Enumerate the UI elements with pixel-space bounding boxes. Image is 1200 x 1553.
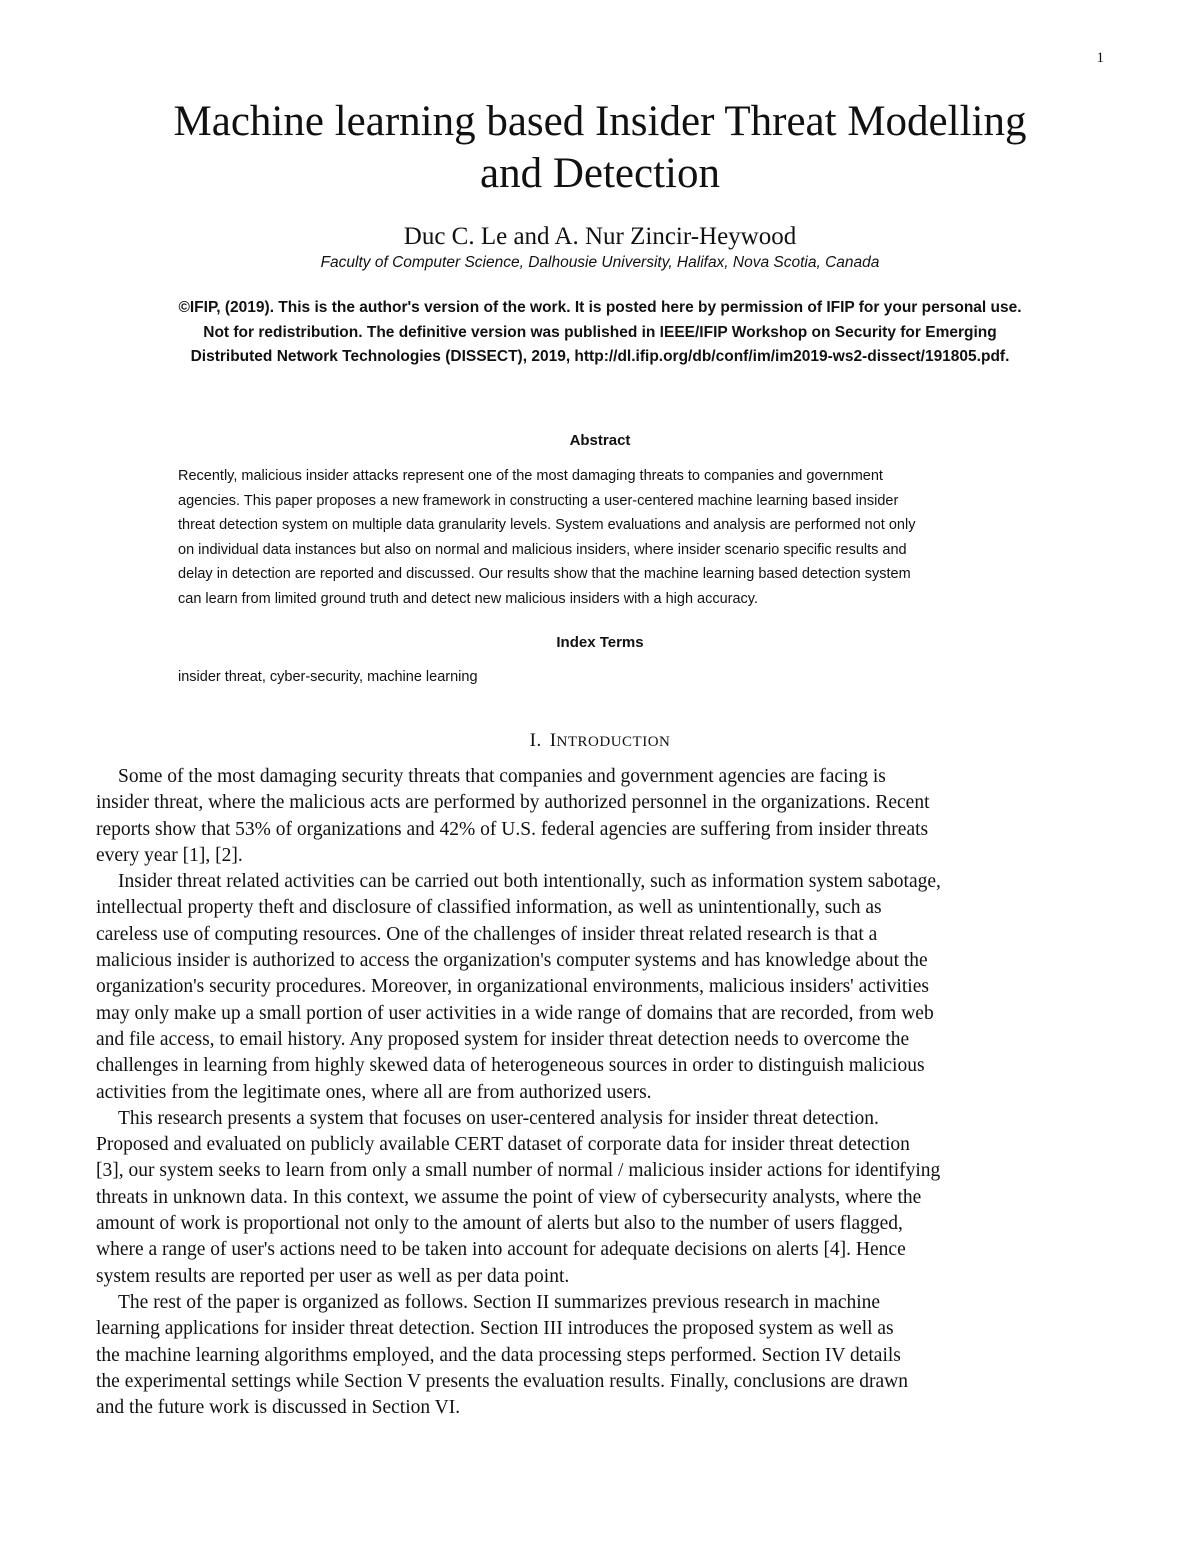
body-line: the machine learning algorithms employed, and the data processing steps performed. Section IV details <box>96 1344 901 1366</box>
body-line: may only make up a small portion of user activities in a wide range of domains that are recorded, from web <box>96 1002 934 1024</box>
authors: Duc C. Le and A. Nur Zincir-Heywood <box>403 223 797 250</box>
body-line: and the future work is discussed in Section VI. <box>96 1397 461 1419</box>
abstract-line: can learn from limited ground truth and detect new malicious insiders with a high accuracy. <box>178 590 759 607</box>
copyright-notice <box>100 296 1100 370</box>
section-title-initial: I <box>549 730 557 751</box>
body-line: the experimental settings while Section V presents the evaluation results. Finally, conclusions are drawn <box>96 1370 908 1392</box>
body-line: where a range of user's actions need to be taken into account for adequate decisions on alerts [4]. Hence <box>96 1239 906 1261</box>
body-line: reports show that 53% of organizations and 42% of U.S. federal agencies are suffering from insider threats <box>96 818 929 840</box>
body-line: system results are reported per user as well as per data point. <box>96 1265 570 1287</box>
index-terms: insider threat, cyber-security, machine learning <box>178 669 478 685</box>
paper-title <box>0 96 1200 200</box>
title-line: Machine learning based Insider Threat Modelling <box>173 98 1027 145</box>
section-number: I. <box>529 730 542 751</box>
body-line: Proposed and evaluated on publicly available CERT dataset of corporate data for insider threat detection <box>96 1134 910 1156</box>
body-line: careless use of computing resources. One of the challenges of insider threat related research is that a <box>96 923 878 945</box>
abstract-line: Recently, malicious insider attacks represent one of the most damaging threats to companies and government <box>178 468 883 484</box>
index-terms-heading: Index Terms <box>556 634 644 651</box>
abstract-line: agencies. This paper proposes a new framework in constructing a user-centered machine learning based insider <box>178 492 899 509</box>
introduction-body <box>96 764 1104 1421</box>
abstract-line: on individual data instances but also on normal and malicious insiders, where insider scenario specific results and <box>178 541 907 558</box>
body-line: intellectual property theft and disclosure of classified information, as well as unintentionally, such as <box>96 897 882 919</box>
body-line: threats in unknown data. In this context, we assume the point of view of cybersecurity analysts, where the <box>96 1186 922 1208</box>
body-line: learning applications for insider threat detection. Section III introduces the proposed system as well as <box>96 1318 894 1340</box>
title-line: and Detection <box>480 150 720 197</box>
body-line: amount of work is proportional not only to the amount of alerts but also to the number of users flagged, <box>96 1213 903 1235</box>
section-heading <box>0 730 1200 752</box>
body-line: The rest of the paper is organized as follows. Section II summarizes previous research in machine <box>118 1291 881 1313</box>
body-line: challenges in learning from highly skewed data of heterogeneous sources in order to distinguish malicious <box>96 1055 925 1077</box>
body-line: malicious insider is authorized to access the organization's computer systems and has knowledge about the <box>96 950 928 972</box>
body-line: Insider threat related activities can be carried out both intentionally, such as information system sabotage, <box>118 871 941 893</box>
section-title-rest: NTRODUCTION <box>556 734 671 750</box>
body-line: [3], our system seeks to learn from only a small number of normal / malicious insider actions for identifying <box>96 1160 941 1182</box>
body-line: and file access, to email history. Any proposed system for insider threat detection needs to overcome the <box>96 1028 910 1050</box>
abstract-line: delay in detection are reported and discussed. Our results show that the machine learning based detection system <box>178 566 911 582</box>
copyright-line: Not for redistribution. The definitive version was published in IEEE/IFIP Workshop on Security for Emerging <box>203 323 997 341</box>
affiliation: Faculty of Computer Science, Dalhousie University, Halifax, Nova Scotia, Canada <box>320 254 880 271</box>
page-number: 1 <box>1096 50 1104 66</box>
abstract-body <box>178 464 1058 611</box>
body-line: This research presents a system that focuses on user-centered analysis for insider threat detection. <box>118 1107 879 1129</box>
body-line: Some of the most damaging security threats that companies and government agencies are facing is <box>118 766 886 787</box>
copyright-line: ©IFIP, (2019). This is the author's version of the work. It is posted here by permission of IFIP for your personal use. <box>178 299 1022 316</box>
copyright-line: Distributed Network Technologies (DISSECT), 2019, http://dl.ifip.org/db/conf/im/im2019-ws2-dissect/191805.pdf. <box>190 348 1010 365</box>
body-line: every year [1], [2]. <box>96 844 243 866</box>
body-line: insider threat, where the malicious acts are performed by authorized personnel in the organizations. Recent <box>96 792 930 814</box>
abstract-line: threat detection system on multiple data granularity levels. System evaluations and analysis are performed not only <box>178 517 916 533</box>
abstract-heading: Abstract <box>569 432 631 449</box>
body-line: organization's security procedures. Moreover, in organizational environments, malicious insiders' activities <box>96 976 929 998</box>
body-line: activities from the legitimate ones, where all are from authorized users. <box>96 1081 652 1103</box>
